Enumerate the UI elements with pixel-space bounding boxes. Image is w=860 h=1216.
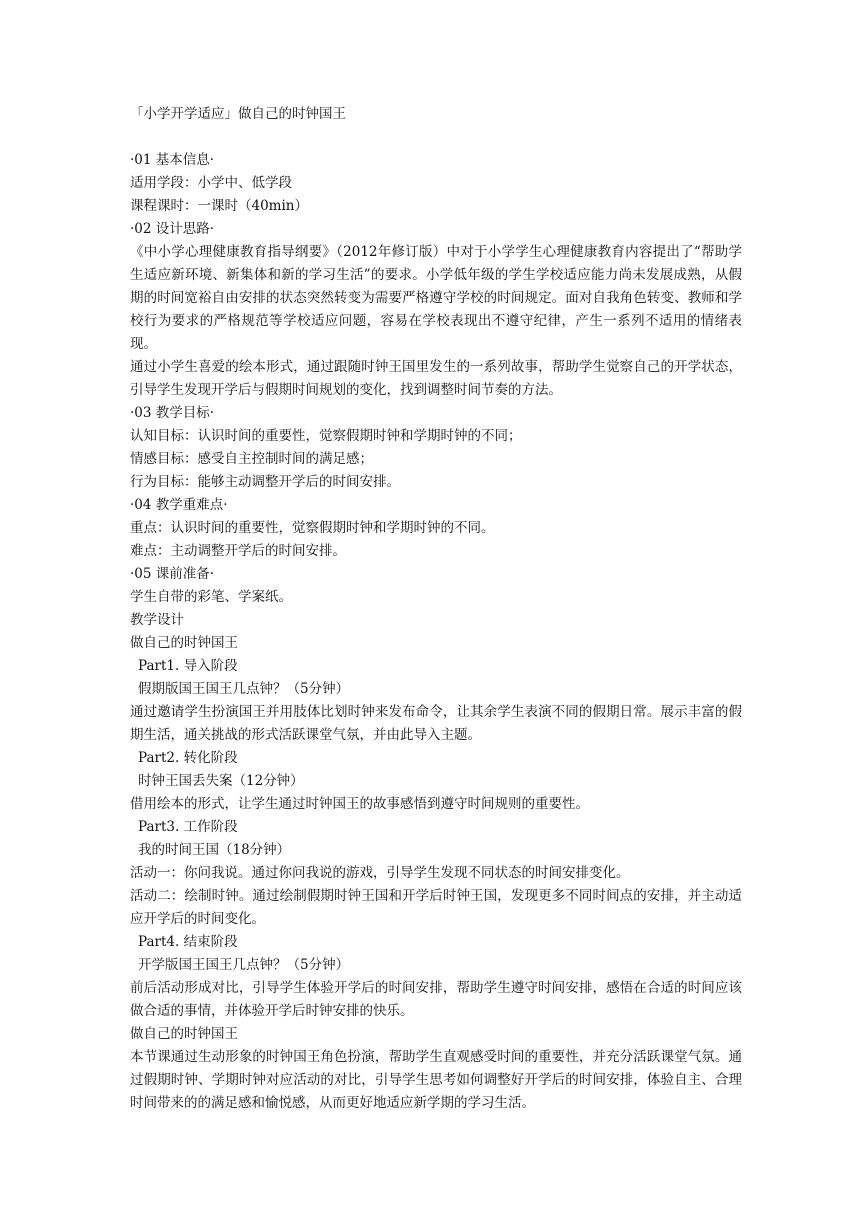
part-1-activity: 假期版国王国王几点钟？（5分钟） [138, 681, 350, 697]
part-1-label: Part1. 导入阶段 [138, 658, 238, 674]
grade-level: 适用学段：小学中、低学段 [130, 175, 292, 191]
part-2-description: 借用绘本的形式，让学生通过时钟国王的故事感悟到遵守时间规则的重要性。 [130, 796, 589, 812]
document-title: 「小学开学适应」做自己的时钟国王 [130, 106, 346, 122]
teaching-design-heading: 教学设计 [130, 612, 184, 628]
part-1-description: 通过邀请学生扮演国王并用肢体比划时钟来发布命令，让其余学生表演不同的假期日常。展示丰富的假期生活，通关挑战的形式活跃课堂气氛，并由此导入主题。 [130, 704, 742, 743]
part-4-label: Part4. 结束阶段 [138, 934, 238, 950]
cognitive-goal: 认知目标：认识时间的重要性，觉察假期时钟和学期时钟的不同； [130, 428, 522, 444]
behavior-goal: 行为目标：能够主动调整开学后的时间安排。 [130, 474, 400, 490]
part-4-description: 前后活动形成对比，引导学生体验开学后的时间安排，帮助学生遵守时间安排，感悟在合适的时间应该做合适的事情，并体验开学后时钟安排的快乐。 [130, 980, 742, 1019]
section-3-heading: ·03 教学目标· [130, 405, 215, 421]
key-point: 重点：认识时间的重要性，觉察假期时钟和学期时钟的不同。 [130, 520, 495, 536]
section-2-heading: ·02 设计思路· [130, 221, 215, 237]
spacer [130, 126, 742, 149]
section-1-heading: ·01 基本信息· [130, 152, 215, 168]
part-2-label: Part2. 转化阶段 [138, 750, 238, 766]
part-2-activity: 时钟王国丢失案（12分钟） [138, 773, 304, 789]
part-3-activity-1: 活动一：你问我说。通过你问我说的游戏，引导学生发现不同状态的时间安排变化。 [130, 865, 630, 881]
part-3-activity: 我的时间王国（18分钟） [138, 842, 291, 858]
section-5-heading: ·05 课前准备· [130, 566, 215, 582]
summary-paragraph: 本节课通过生动形象的时钟国王角色扮演，帮助学生直观感受时间的重要性，并充分活跃课堂气氛。通过假期时钟、学期时钟对应活动的对比，引导学生思考如何调整好开学后的时间安排，体验自主、合理时间带来的的满足感和愉悦感，从而更好地适应新学期的学习生活。 [130, 1049, 742, 1111]
design-method-paragraph: 通过小学生喜爱的绘本形式，通过跟随时钟王国里发生的一系列故事，帮助学生觉察自己的开学状态，引导学生发现开学后与假期时间规划的变化，找到调整时间节奏的方法。 [130, 359, 742, 398]
section-4-heading: ·04 教学重难点· [130, 497, 228, 513]
summary-heading: 做自己的时钟国王 [130, 1026, 238, 1042]
design-rationale-paragraph: 《中小学心理健康教育指导纲要》（2012年修订版）中对于小学学生心理健康教育内容提出了“帮助学生适应新环境、新集体和新的学习生活”的要求。小学低年级的学生学校适应能力尚未发展成熟，从假期的时间宽裕自由安排的状态突然转变为需要严格遵守学校的时间规定。面对自我角色转变、教师和学校行为要求的严格规范等学校适应问题，容易在学校表现出不遵守纪律，产生一系列不适用的情绪表现。 [130, 244, 742, 352]
part-3-activity-2: 活动二：绘制时钟。通过绘制假期时钟王国和开学后时钟王国，发现更多不同时间点的安排，并主动适应开学后的时间变化。 [130, 888, 742, 927]
document-page [130, 103, 742, 1115]
part-4-activity: 开学版国王国王几点钟？（5分钟） [138, 957, 350, 973]
part-3-label: Part3. 工作阶段 [138, 819, 238, 835]
emotional-goal: 情感目标：感受自主控制时间的满足感； [130, 451, 373, 467]
teaching-design-subtitle: 做自己的时钟国王 [130, 635, 238, 651]
difficult-point: 难点：主动调整开学后的时间安排。 [130, 543, 346, 559]
preparation: 学生自带的彩笔、学案纸。 [130, 589, 292, 605]
class-period: 课程课时：一课时（40min） [130, 198, 308, 214]
